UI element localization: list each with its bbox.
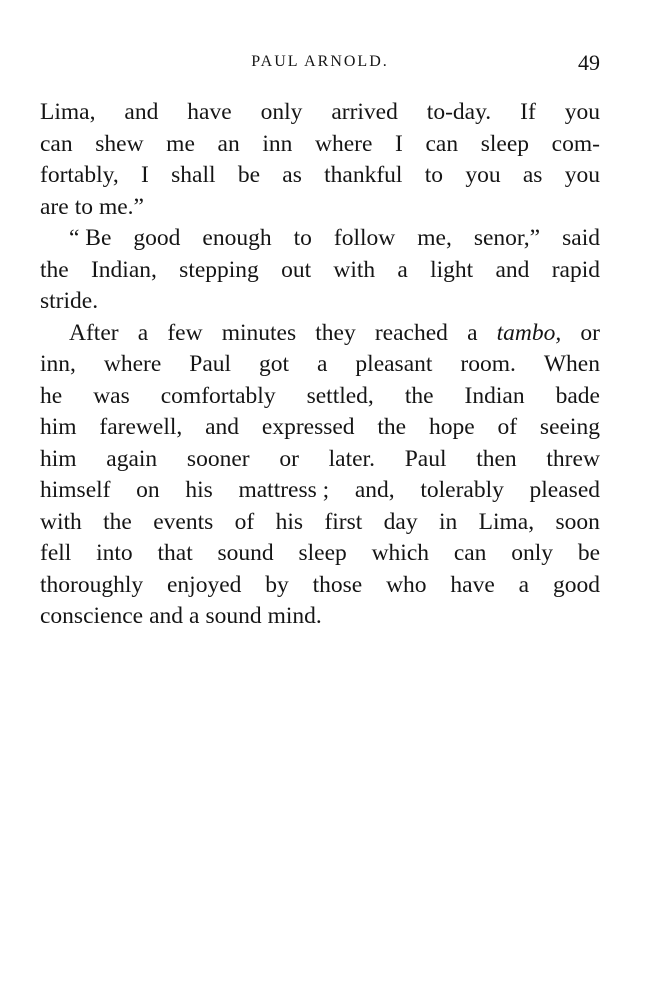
word: a xyxy=(189,603,200,629)
text-line xyxy=(40,601,600,633)
word: me.” xyxy=(98,193,144,220)
word: pleased xyxy=(529,477,600,503)
word: inn xyxy=(262,130,293,157)
word: by xyxy=(265,571,289,598)
word: and xyxy=(149,603,184,629)
word: the xyxy=(377,414,407,440)
word: arrived xyxy=(331,99,398,125)
word: When xyxy=(543,351,600,377)
word: his xyxy=(185,477,213,503)
word: I xyxy=(141,162,149,188)
word: those xyxy=(312,571,363,598)
text-line xyxy=(40,412,600,444)
word: where xyxy=(103,351,162,377)
word: said xyxy=(562,225,600,251)
word: reached xyxy=(374,319,448,346)
text-line xyxy=(40,129,600,161)
word: can xyxy=(453,540,487,566)
text-line xyxy=(40,318,600,350)
word: sound xyxy=(217,540,274,566)
word: I xyxy=(395,130,403,157)
text-line xyxy=(40,192,600,224)
word: hope xyxy=(428,414,475,440)
word: If xyxy=(520,99,536,125)
word: inn, xyxy=(40,351,76,377)
word: light xyxy=(430,256,474,283)
word: on xyxy=(136,477,160,503)
word: are xyxy=(40,193,69,220)
word: they xyxy=(315,319,356,346)
word: have xyxy=(187,99,232,125)
word: his xyxy=(275,508,304,535)
word: as xyxy=(282,162,302,188)
word: of xyxy=(497,414,518,440)
word: Indian xyxy=(464,382,525,409)
word: who xyxy=(386,571,427,598)
word: a xyxy=(467,319,478,346)
word: the xyxy=(103,508,132,535)
word: an xyxy=(217,130,240,157)
word: which xyxy=(371,540,430,566)
word: follow xyxy=(333,225,396,251)
word: mind. xyxy=(267,603,322,629)
text-line xyxy=(40,255,600,287)
word: again xyxy=(106,445,158,472)
word: minutes xyxy=(221,319,297,346)
word: or xyxy=(279,445,299,472)
word: you xyxy=(465,162,501,188)
word: room. xyxy=(460,351,516,377)
word: tolerably xyxy=(420,477,504,503)
word: enjoyed xyxy=(167,571,242,598)
word: you xyxy=(564,99,600,125)
text-line xyxy=(40,160,600,192)
text-line xyxy=(40,570,600,602)
word: soon xyxy=(555,508,600,535)
text-line xyxy=(40,349,600,381)
word: first xyxy=(324,508,363,535)
word: settled, xyxy=(306,382,374,409)
word: sooner xyxy=(186,445,250,472)
word: he xyxy=(40,382,63,409)
word: enough xyxy=(202,225,272,251)
word: shall xyxy=(171,162,216,188)
page-header xyxy=(40,50,600,80)
word: be xyxy=(577,540,600,566)
running-head: PAUL ARNOLD. xyxy=(251,53,389,70)
word: com- xyxy=(551,130,600,157)
text-line xyxy=(40,444,600,476)
word: fell xyxy=(40,540,72,566)
word: then xyxy=(476,445,517,472)
word: thankful xyxy=(324,162,403,188)
word: conscience xyxy=(40,603,144,629)
word: of xyxy=(234,508,255,535)
word: day xyxy=(383,508,418,535)
text-line xyxy=(40,475,600,507)
word: stepping xyxy=(179,256,259,283)
word: himself xyxy=(40,477,111,503)
word: have xyxy=(450,571,495,598)
word: in xyxy=(438,508,458,535)
text-line xyxy=(40,538,600,570)
word: expressed xyxy=(261,414,355,440)
word: where xyxy=(314,130,373,157)
word: After xyxy=(69,319,119,346)
word: with xyxy=(333,256,376,283)
word: mattress ; xyxy=(238,477,330,503)
word: me, xyxy=(417,225,452,251)
word: me xyxy=(166,130,195,157)
word: can xyxy=(40,130,73,157)
word: seeing xyxy=(539,414,600,440)
word: stride. xyxy=(40,288,99,314)
word: farewell, xyxy=(99,414,183,440)
word: be xyxy=(237,162,260,188)
word: out xyxy=(281,256,312,283)
word: events xyxy=(153,508,214,535)
word: good xyxy=(552,571,600,598)
word: only xyxy=(511,540,554,566)
word: tambo, xyxy=(496,319,562,346)
word: a xyxy=(397,256,408,283)
word: to xyxy=(424,162,444,188)
word: thoroughly xyxy=(40,571,144,598)
word: as xyxy=(522,162,543,188)
word: and xyxy=(124,99,159,125)
word: sound xyxy=(205,603,262,629)
word: sleep xyxy=(298,540,347,566)
word: you xyxy=(564,162,600,188)
word: Lima, xyxy=(478,508,535,535)
word: and xyxy=(495,256,530,283)
word: or xyxy=(580,319,600,346)
word: sleep xyxy=(480,130,530,157)
word: to-day. xyxy=(426,99,492,125)
word: “ Be xyxy=(69,225,112,251)
word: Paul xyxy=(189,351,232,377)
word: got xyxy=(259,351,290,377)
text-line xyxy=(40,223,600,255)
word: him xyxy=(40,414,77,440)
word: later. xyxy=(328,445,375,472)
word: comfortably xyxy=(160,382,276,409)
word: a xyxy=(317,351,328,377)
word: to xyxy=(74,193,93,220)
word: to xyxy=(293,225,312,251)
word: can xyxy=(425,130,459,157)
word: pleasant xyxy=(355,351,433,377)
word: the xyxy=(40,256,69,283)
page-number: 49 xyxy=(578,50,600,75)
word: fortably, xyxy=(40,162,119,188)
word: a xyxy=(137,319,149,346)
word: into xyxy=(96,540,133,566)
word: him xyxy=(40,445,77,472)
text-line xyxy=(40,381,600,413)
word: bade xyxy=(555,382,600,409)
word: that xyxy=(157,540,193,566)
word: Paul xyxy=(404,445,447,472)
word: and, xyxy=(354,477,395,503)
text-line xyxy=(40,97,600,129)
word: and xyxy=(205,414,240,440)
word: threw xyxy=(546,445,600,472)
text-line xyxy=(40,286,600,318)
word: Lima, xyxy=(40,99,96,125)
word: the xyxy=(404,382,434,409)
word: was xyxy=(93,382,130,409)
word: with xyxy=(40,508,82,535)
word: Indian, xyxy=(90,256,157,283)
word: few xyxy=(167,319,203,346)
word: good xyxy=(133,225,181,251)
word: only xyxy=(260,99,303,125)
word: a xyxy=(518,571,530,598)
body-text xyxy=(40,97,600,633)
word: rapid xyxy=(551,256,600,283)
word: senor,” xyxy=(473,225,541,251)
word: shew xyxy=(95,130,144,157)
text-line xyxy=(40,507,600,539)
